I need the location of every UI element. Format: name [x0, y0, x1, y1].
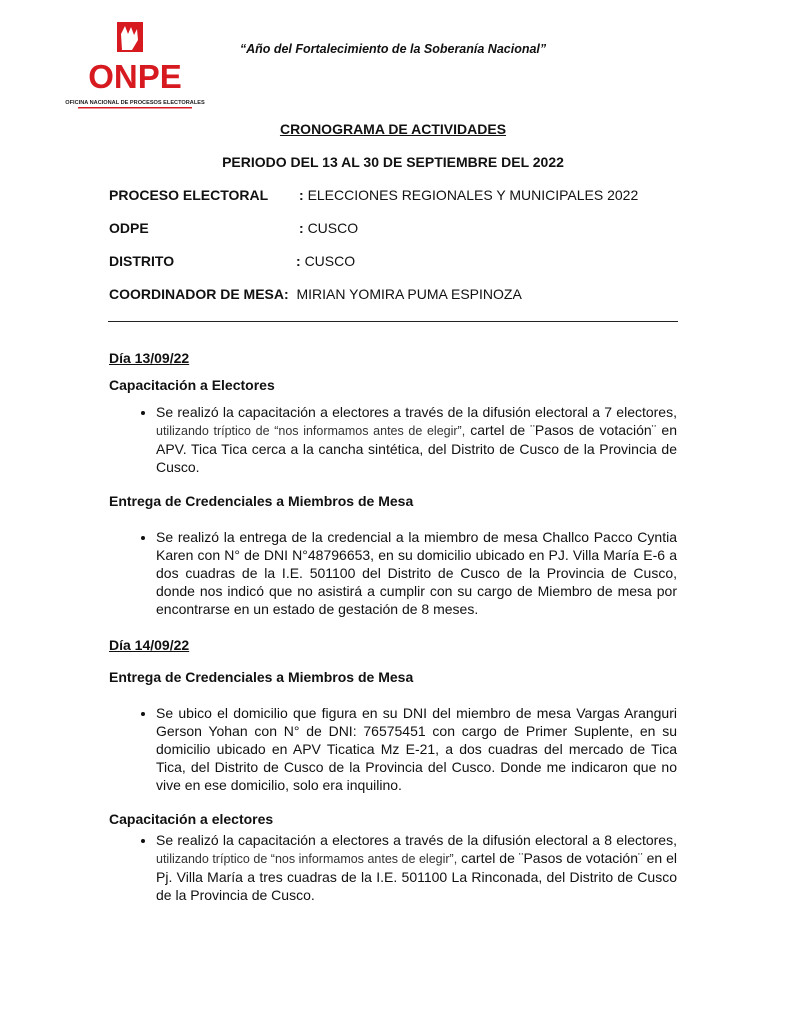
list-item: • Se realizó la capacitación a electores a través de la difusión electoral a 7 electores, utilizando tríptico de “nos informamos antes de elegir”, cartel de ¨Pasos de votación¨ en APV. Tica Tica cerca a la cancha sintética, del Distrito de Cusco de la Provincia de Cusco.	[156, 403, 677, 476]
activity-list	[109, 403, 677, 476]
activity-list	[109, 528, 677, 618]
activity-list	[109, 704, 677, 794]
onpe-logo	[65, 20, 205, 112]
meta-row-odpe: ODPE : CUSCO	[109, 220, 359, 236]
list-item: • Se ubico el domicilio que figura en su DNI del miembro de mesa Vargas Aranguri Gerson Yohan con N° de DNI: 76575451 con cargo de Primer Suplente, en su domicilio ubicado en APV Ticatica Mz E-21, a dos cuadras del mercado de Tica Tica, del Distrito de Cusco de la Provincia del Cusco. Donde me indicaron que no vive en ese domicilio, solo era inquilino.	[156, 704, 677, 794]
list-item: • Se realizó la capacitación a electores a través de la difusión electoral a 8 electores, utilizando tríptico de “nos informamos antes de elegir”, cartel de ¨Pasos de votación¨ en el Pj. Villa María a tres cuadras de la I.E. 501100 La Rinconada, del Distrito de Cusco de la Provincia de Cusco.	[156, 831, 677, 904]
document-title: CRONOGRAMA DE ACTIVIDADES	[279, 121, 507, 137]
meta-row-proceso: PROCESO ELECTORAL : ELECCIONES REGIONALES Y MUNICIPALES 2022	[109, 187, 639, 203]
document-body	[109, 349, 677, 904]
list-item: • Se realizó la entrega de la credencial a la miembro de mesa Challco Pacco Cyntia Karen con N° de DNI N°48796653, en su domicilio ubicado en PJ. Villa María E-6 a dos cuadras de la I.E. 501100 del Distrito de Cusco de la Provincia de Cusco, donde nos indicó que no asistirá a cumplir con su cargo de Miembro de mesa por encontrarse en un estado de gestación de 8 meses.	[156, 528, 677, 618]
day-heading: Día 14/09/22	[109, 637, 190, 653]
section-heading: Entrega de Credenciales a Miembros de Mesa	[109, 493, 414, 509]
meta-value: CUSCO	[307, 220, 359, 236]
meta-label: ODPE	[109, 220, 149, 236]
document-period: PERIODO DEL 13 AL 30 DE SEPTIEMBRE DEL 2022	[222, 154, 564, 170]
meta-label: PROCESO ELECTORAL	[109, 187, 269, 203]
section-heading: Capacitación a Electores	[109, 377, 275, 393]
header-divider	[108, 321, 678, 322]
logo-subtitle: OFICINA NACIONAL DE PROCESOS ELECTORALES	[65, 100, 205, 106]
header-motto: “Año del Fortalecimiento de la Soberanía Nacional”	[239, 42, 547, 56]
meta-value: CUSCO	[304, 253, 356, 269]
meta-value: MIRIAN YOMIRA PUMA ESPINOZA	[296, 286, 522, 302]
meta-row-coordinador	[109, 286, 522, 302]
meta-row-distrito: DISTRITO : CUSCO	[109, 253, 356, 269]
activity-list	[109, 831, 677, 904]
meta-label: DISTRITO	[109, 253, 175, 269]
meta-value: ELECCIONES REGIONALES Y MUNICIPALES 2022	[307, 187, 639, 203]
section-heading: Capacitación a electores	[109, 811, 274, 827]
logo-wordmark: ONPE	[88, 58, 182, 95]
day-heading: Día 13/09/22	[109, 350, 190, 366]
meta-label: COORDINADOR DE MESA:	[109, 286, 289, 302]
section-heading: Entrega de Credenciales a Miembros de Mesa	[109, 669, 414, 685]
